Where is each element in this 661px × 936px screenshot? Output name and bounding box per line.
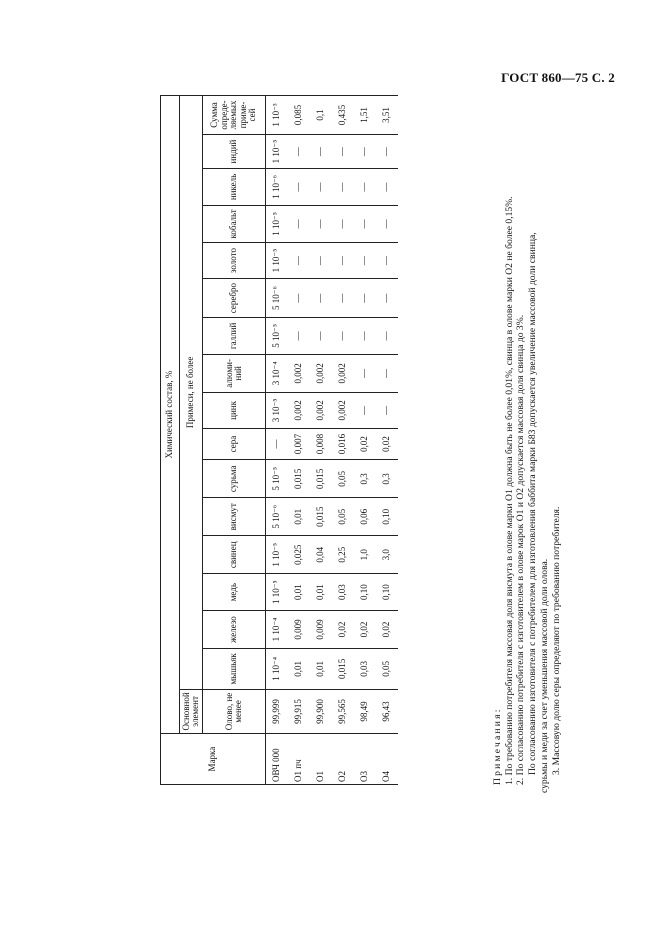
table-row: [376, 96, 398, 785]
cell-impurity: —: [332, 243, 354, 279]
cell-impurity: —: [332, 318, 354, 354]
notes-title: Примечания:: [492, 707, 503, 785]
header-impurities: Примеси, не более: [180, 96, 203, 690]
cell-impurity: —: [310, 318, 332, 354]
cell-impurity: —: [288, 205, 310, 242]
cell-impurity: —: [354, 205, 376, 242]
cell-impurity: —: [332, 134, 354, 168]
page-header: ГОСТ 860—75 С. 2: [501, 70, 615, 85]
cell-impurity: —: [354, 169, 376, 205]
cell-impurity: —: [354, 243, 376, 279]
cell-impurity: 0,02: [332, 611, 354, 649]
header-main-element: Основной элемент: [180, 689, 203, 733]
table-row: [288, 96, 310, 785]
cell-impurity: —: [376, 279, 398, 318]
cell-impurity: 0,03: [332, 574, 354, 611]
cell-tin: 98,49: [354, 689, 376, 733]
cell-impurity: —: [354, 279, 376, 318]
note-1: 1. По требованию потребителя массовая доля висмута в олове марки О1 должна быть не более 0,01%, свинца в олове марки О2 не более 0,15%.: [503, 196, 515, 785]
rotated-content: [160, 95, 661, 793]
cell-impurity: 1 10⁻⁵: [266, 536, 289, 574]
cell-impurity: 0,007: [288, 428, 310, 460]
header-impurity: цинк: [203, 393, 266, 429]
cell-impurity: —: [354, 134, 376, 168]
cell-impurity: 0,02: [376, 611, 398, 649]
cell-impurity: 3 10⁻⁴: [266, 354, 289, 393]
header-tin: Олово, не менее: [203, 689, 266, 733]
cell-sum: 1,51: [354, 96, 376, 135]
cell-marka: О1 пч: [288, 734, 310, 785]
note-2-continued-2: сурьмы и меди за счет уменьшения массовой доли олова.: [538, 558, 550, 793]
note-2: 2. По согласованию потребителя с изготовителем в олове марок О1 и О2 допускается массовая доля свинца до 3%.: [515, 314, 527, 785]
cell-impurity: 0,015: [288, 460, 310, 498]
cell-impurity: 0,01: [288, 498, 310, 536]
cell-impurity: —: [376, 318, 398, 354]
cell-sum: 0,1: [310, 96, 332, 135]
cell-impurity: 0,002: [310, 354, 332, 393]
cell-impurity: 0,02: [354, 611, 376, 649]
cell-impurity: —: [332, 279, 354, 318]
cell-impurity: 0,3: [354, 460, 376, 498]
cell-impurity: 0,008: [310, 428, 332, 460]
cell-sum: 0,435: [332, 96, 354, 135]
cell-impurity: —: [310, 134, 332, 168]
cell-impurity: 3 10⁻⁵: [266, 393, 289, 429]
cell-impurity: 0,10: [376, 498, 398, 536]
cell-impurity: 0,10: [354, 574, 376, 611]
cell-impurity: 0,002: [288, 354, 310, 393]
cell-marka: О4: [376, 734, 398, 785]
cell-impurity: 1,0: [354, 536, 376, 574]
cell-impurity: —: [376, 243, 398, 279]
notes-block: [492, 105, 562, 793]
cell-impurity: 0,015: [310, 498, 332, 536]
cell-tin: 99,565: [332, 689, 354, 733]
cell-impurity: 5 10⁻⁶: [266, 498, 289, 536]
header-impurity: свинец: [203, 536, 266, 574]
cell-impurity: 0,04: [310, 536, 332, 574]
cell-impurity: 0,01: [310, 648, 332, 689]
header-impurity: никель: [203, 169, 266, 205]
cell-impurity: 0,06: [354, 498, 376, 536]
header-impurity: сурьма: [203, 460, 266, 498]
cell-impurity: 1 10⁻⁵: [266, 205, 289, 242]
cell-impurity: 1 10⁻⁶: [266, 169, 289, 205]
cell-impurity: 1 10⁻⁵: [266, 243, 289, 279]
cell-tin: 99,915: [288, 689, 310, 733]
cell-impurity: 0,02: [376, 428, 398, 460]
cell-impurity: 0,009: [288, 611, 310, 649]
cell-impurity: 0,015: [332, 648, 354, 689]
header-impurity: железо: [203, 611, 266, 649]
cell-impurity: 0,05: [332, 460, 354, 498]
cell-impurity: 0,3: [376, 460, 398, 498]
cell-impurity: 0,03: [354, 648, 376, 689]
cell-impurity: 0,01: [288, 648, 310, 689]
header-impurity: индий: [203, 134, 266, 168]
cell-impurity: —: [354, 354, 376, 393]
cell-impurity: 0,002: [310, 393, 332, 429]
header-impurity: медь: [203, 574, 266, 611]
cell-marka: О2: [332, 734, 354, 785]
cell-impurity: —: [332, 169, 354, 205]
cell-impurity: 0,01: [288, 574, 310, 611]
header-impurity: висмут: [203, 498, 266, 536]
table-row: [354, 96, 376, 785]
header-impurity: сера: [203, 428, 266, 460]
cell-impurity: 3,0: [376, 536, 398, 574]
header-impurity: золото: [203, 243, 266, 279]
cell-tin: 99,900: [310, 689, 332, 733]
cell-marka: ОВЧ 000: [266, 734, 289, 785]
cell-impurity: 0,05: [376, 648, 398, 689]
cell-sum: 1 10⁻³: [266, 96, 289, 135]
cell-impurity: —: [288, 134, 310, 168]
cell-impurity: —: [376, 134, 398, 168]
cell-impurity: —: [310, 243, 332, 279]
header-sum: Сумма опреде-ляемых приме-сей: [203, 96, 266, 135]
cell-impurity: 1 10⁻⁵: [266, 574, 289, 611]
cell-tin: 99,999: [266, 689, 289, 733]
header-impurity: серебро: [203, 279, 266, 318]
cell-impurity: 5 10⁻⁵: [266, 318, 289, 354]
cell-marka: О1: [310, 734, 332, 785]
cell-impurity: —: [332, 205, 354, 242]
table-row: [310, 96, 332, 785]
cell-sum: 0,085: [288, 96, 310, 135]
cell-impurity: 0,025: [288, 536, 310, 574]
cell-impurity: —: [376, 205, 398, 242]
cell-impurity: —: [310, 279, 332, 318]
cell-impurity: 0,01: [310, 574, 332, 611]
cell-tin: 96,43: [376, 689, 398, 733]
cell-impurity: 0,02: [354, 428, 376, 460]
header-chemical-composition: Химический состав, %: [161, 96, 180, 734]
cell-impurity: —: [354, 393, 376, 429]
cell-impurity: 0,10: [376, 574, 398, 611]
chemical-composition-table: [160, 95, 398, 785]
cell-impurity: —: [288, 169, 310, 205]
cell-impurity: 5 10⁻⁵: [266, 460, 289, 498]
cell-impurity: —: [310, 205, 332, 242]
cell-impurity: 0,002: [288, 393, 310, 429]
header-marka: Марка: [161, 734, 266, 785]
cell-impurity: 0,016: [332, 428, 354, 460]
cell-impurity: —: [288, 243, 310, 279]
cell-impurity: 1 10⁻⁵: [266, 134, 289, 168]
header-impurity: мышьяк: [203, 648, 266, 689]
cell-impurity: —: [288, 279, 310, 318]
cell-impurity: 0,015: [310, 460, 332, 498]
header-impurity: галлий: [203, 318, 266, 354]
cell-impurity: 0,002: [332, 354, 354, 393]
cell-impurity: 0,009: [310, 611, 332, 649]
table-row: [266, 96, 289, 785]
cell-impurity: —: [310, 169, 332, 205]
cell-impurity: —: [376, 393, 398, 429]
cell-impurity: 0,002: [332, 393, 354, 429]
note-3: 3. Массовую долю серы определяют по требованию потребителя.: [550, 506, 562, 775]
cell-impurity: —: [266, 428, 289, 460]
cell-sum: 3,51: [376, 96, 398, 135]
cell-impurity: 1 10⁻⁴: [266, 611, 289, 649]
cell-impurity: —: [354, 318, 376, 354]
cell-impurity: 1 10⁻⁴: [266, 648, 289, 689]
cell-marka: О3: [354, 734, 376, 785]
table-row: [332, 96, 354, 785]
cell-impurity: 5 10⁻⁶: [266, 279, 289, 318]
cell-impurity: 0,25: [332, 536, 354, 574]
cell-impurity: —: [288, 318, 310, 354]
cell-impurity: 0,05: [332, 498, 354, 536]
header-impurity: кобальт: [203, 205, 266, 242]
header-impurity: алюми-ний: [203, 354, 266, 393]
note-2-continued: По согласованию изготовителя с потребителем для изготовления баббита марки Б83 допускается увеличение массовой доли свинца,: [527, 232, 539, 775]
cell-impurity: —: [376, 169, 398, 205]
cell-impurity: —: [376, 354, 398, 393]
